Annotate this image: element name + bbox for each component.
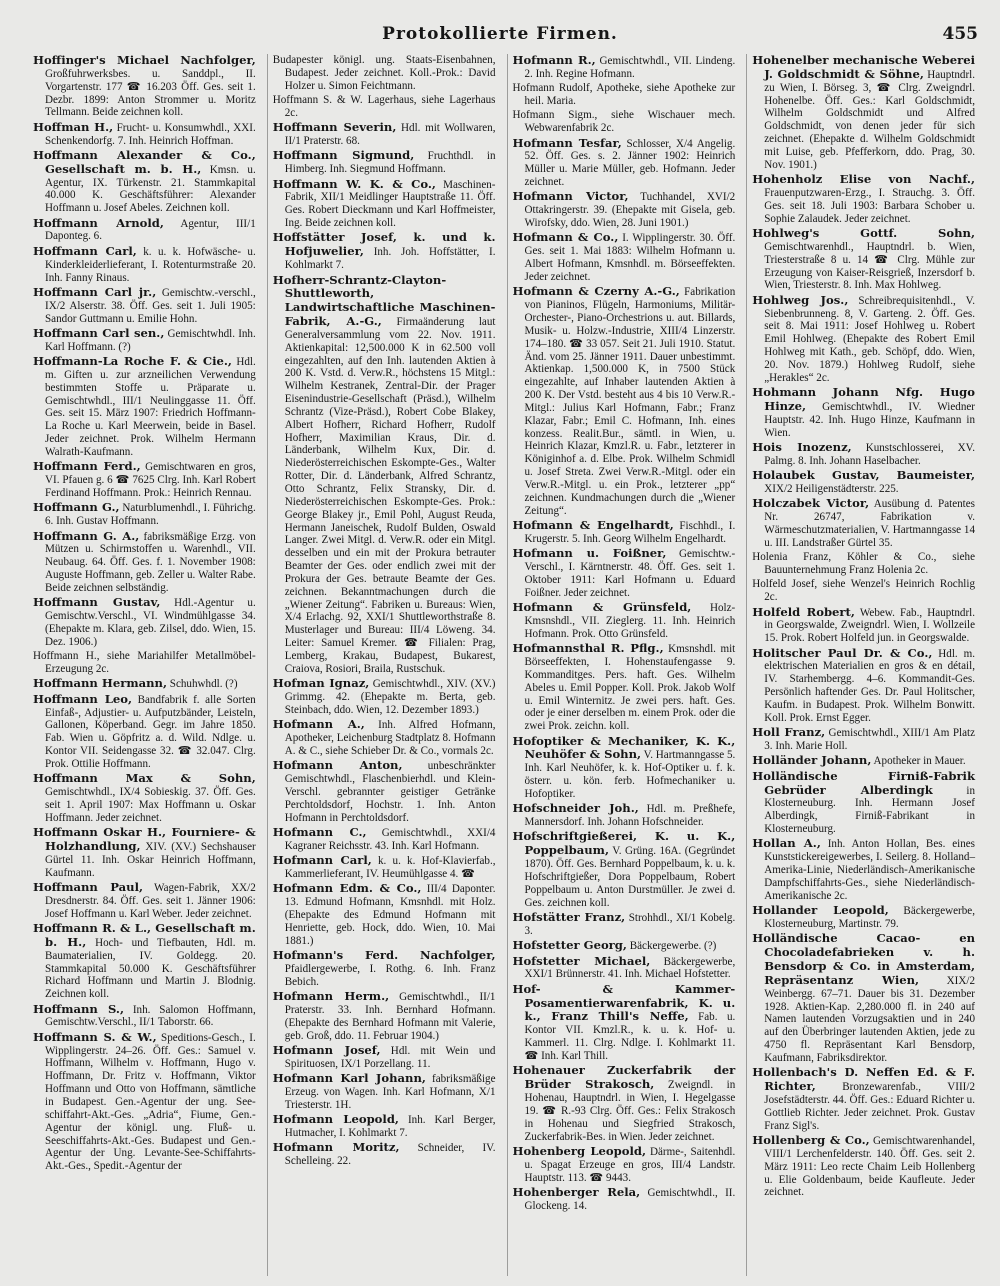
directory-entry: [513, 519, 736, 546]
directory-entry: [752, 469, 975, 496]
entry-text: Gemischtwhdl., II. Glockeng. 14.: [524, 1186, 736, 1212]
entry-text: Holenia Franz, Köhler & Co., siehe Bauunternehmung Franz Holenia 2c.: [752, 551, 975, 577]
entry-text: Pfaidlergewerbe, I. Rothg. 6. Inh. Franz Bebich.: [284, 962, 496, 988]
column-3: [507, 54, 739, 1276]
directory-entry: [273, 1072, 496, 1112]
page-header: [0, 24, 1000, 52]
entry-text: Hofmann Rudolf, Apotheke, siehe Apotheke zur heil. Maria.: [512, 82, 736, 108]
firm-name: Hohlweg Jos.,: [752, 292, 849, 307]
firm-name: Holl Franz,: [752, 725, 826, 740]
firm-name: Hohenberg Leopold,: [512, 1143, 646, 1158]
directory-entry: [513, 911, 736, 938]
directory-entry: [752, 578, 975, 604]
entry-text: V. Hartmanngasse 5. Inh. Karl Neuhöfer, k. k. Hof-Optiker u. f. k. österr. u. kön. ferb. Hofmechaniker u. Hofoptiker.: [524, 749, 736, 800]
entry-text: Gemischtwhdl., II/1 Praterstr. 33. Inh. Bernhard Hofmann. (Ehepakte des Bernhard Hofmann mit Valerie, geb. Groß, ddo. 11. Februar 1904.): [284, 991, 496, 1042]
firm-name: Holländer Johann,: [752, 753, 872, 768]
directory-entry: [273, 854, 496, 881]
directory-entry: [33, 149, 256, 215]
entry-text: Fruchthdl. in Himberg. Inh. Siegmund Hoffmann.: [284, 150, 496, 176]
entry-text: XIX/2 Heiligenstädterstr. 225.: [764, 483, 899, 495]
firm-name: Hoffmann Gustav,: [33, 595, 161, 610]
directory-entry: [752, 770, 975, 836]
entry-text: Gemischtwaren en gros, VI. Pfauen g. 6 ☎ 7625 Clrg. Inh. Karl Robert Ferdinand Hoffmann. Prok.: Heinrich Rennau.: [45, 461, 256, 499]
firm-name: Hoffmann G. A.,: [33, 528, 140, 543]
firm-name: Hofmann Tesfar,: [512, 135, 622, 150]
firm-name: Hollan A.,: [752, 836, 821, 851]
firm-name: Hofstetter Michael,: [512, 953, 651, 968]
firm-name: Hoffmann Carl,: [33, 243, 137, 258]
entry-text: Schuhwhdl. (?): [167, 678, 238, 691]
firm-name: Hofschneider Joh.,: [512, 801, 639, 816]
directory-entry: [33, 922, 256, 1001]
firm-name: Hofmann & Engelhardt,: [512, 518, 674, 533]
directory-entry: [273, 94, 496, 120]
entry-text: Hoffmann S. & W. Lagerhaus, siehe Lagerhaus 2c.: [272, 94, 496, 119]
firm-name: Hohenelber mechanische Weberei J. Goldschmidt & Söhne,: [752, 54, 975, 81]
firm-name: Hoffmann S. & W.,: [33, 1029, 157, 1044]
firm-name: Hofmann Leopold,: [272, 1112, 399, 1127]
directory-entry: [33, 121, 256, 148]
entry-text: Bäckergewerbe, Klosterneuburg, Martinstr. 79.: [764, 905, 975, 930]
entry-text: Gemischtwhdl., XXI/4 Kagraner Reichsstr. 43. Inh. Karl Hofmann.: [284, 826, 496, 852]
entry-text: Ausübung d. Patentes Nr. 26747, Fabrikation v. Wärmeschutzmaterialien, V. Hartmanngasse 14 u. III. Landstraßer Gürtel 35.: [764, 498, 975, 549]
directory-entry: [273, 990, 496, 1042]
entry-text: Bäckergewerbe, XXI/1 Brünnerstr. 41. Inh. Michael Hofstetter.: [524, 955, 736, 981]
directory-entry: [273, 1044, 496, 1071]
directory-entry: [513, 830, 736, 909]
directory-entry: [273, 274, 496, 676]
directory-entry: [33, 501, 256, 528]
firm-name: Hofherr-Schrantz-Clayton-Shuttleworth, Landwirtschaftliche Maschinen-Fabrik, A.-G.,: [272, 272, 496, 329]
entry-text: Inh. Anton Hollan, Bes. eines Kunststickereigewerbes, I. Seilerg. 8. Holland–Amerika-Linie, Niederländisch-Amerikanische Dampfschiffahrts-Ges., siehe Niederländisch-Amerikanische 2c.: [764, 838, 975, 902]
firm-name: Hofmann u. Foißner,: [512, 546, 667, 561]
entry-text: Hoffmann H., siehe Mariahilfer Metallmöbel-Erzeugung 2c.: [33, 650, 256, 675]
directory-entry: [273, 949, 496, 989]
directory-entry: [752, 441, 975, 468]
entry-text: Naturblumenhdl., I. Führichg. 6. Inh. Gustav Hoffmann.: [45, 502, 256, 528]
directory-entry: [513, 1145, 736, 1185]
directory-entry: [273, 1113, 496, 1140]
firm-name: Hofmann Victor,: [512, 189, 629, 204]
directory-entry: [273, 826, 496, 853]
directory-entry: [33, 355, 256, 459]
firm-name: Hohenberger Rela,: [512, 1184, 641, 1199]
page-number: 455: [942, 24, 978, 44]
directory-entry: [752, 1134, 975, 1199]
directory-entry: [752, 173, 975, 225]
firm-name: Hohenauer Zuckerfabrik der Brüder Strakosch,: [512, 1063, 736, 1092]
directory-entry: [752, 497, 975, 549]
directory-entry: [33, 677, 256, 691]
directory-entry: [752, 726, 975, 753]
firm-name: Hof- & Kammer-Posamentierwarenfabrik, K. u. k., Franz Thill's Neffe,: [512, 981, 736, 1024]
firm-name: Hofstetter Georg,: [512, 938, 627, 953]
entry-text: k. u. k. Hofwäsche- u. Kinderkleiderlieferant, I. Rotenturmstraße 20. Inh. Fanny Rinaus.: [45, 245, 256, 284]
firm-name: Hoffmann Leo,: [33, 691, 132, 706]
directory-entry: [513, 190, 736, 230]
directory-entry: [752, 227, 975, 292]
entry-text: Frucht- u. Konsumwhdl., XXI. Schenkendorfg. 7. Inh. Heinrich Hoffman.: [45, 121, 256, 147]
entry-text: III/4 Dapontег. 13. Edmund Hofmann, Kmsnhdl. mit Holz. (Ehepakte des Edmund Hofmann mit Henriette, geb. Hock, ddo. Wien, 10. Mai 1881.): [284, 883, 496, 947]
entry-text: Inh. Alfred Hofmann, Apotheker, Leichenburg Stadtplatz 8. Hofmann A. & C., siehe Schieber Dr. & Co., vormals 2c.: [284, 719, 496, 757]
firm-name: Hohlweg's Gottf. Sohn,: [752, 225, 975, 240]
firm-name: Hofmann Herm.,: [272, 989, 390, 1004]
directory-entry: [33, 881, 256, 921]
directory-entry: [273, 54, 496, 93]
firm-name: Hoffmann W. K. & Co.,: [272, 176, 436, 191]
entry-text: Tuchhandel, XVI/2 Ottakringerstr. 39. (Ehepakte mit Gisela, geb. Wirofsky, ddo. Wien, 28. Juni 1901.): [524, 191, 736, 230]
entry-text: Holz-Kmsnshdl., VII. Zieglerg. 11. Inh. Heinrich Hofmann. Prok. Otto Grünsfeld.: [524, 602, 736, 640]
directory-entry: [752, 754, 975, 768]
entry-text: in Klosterneuburg. Inh. Hermann Josef Alberdingk, Firniß-Fabrikant in Klosterneuburg.: [764, 784, 975, 836]
entry-text: Gemischtw.-verschl., IX/2 Alserstr. 38. Öff. Ges. seit 1. Juli 1905: Sandor Guttmann u. Emilie Hohn.: [45, 286, 256, 325]
directory-entry: [752, 386, 975, 439]
firm-name: Hoffmann Alexander & Co., Gesellschaft m. b. H.,: [33, 147, 256, 176]
firm-name: Hofmann Carl,: [272, 853, 372, 868]
entry-text: Inh. Karl Berger, Hutmacher, I. Kohlmarkt 7.: [284, 1114, 496, 1139]
entry-text: Gemischtwarenhdl., Hauptndrl. b. Wien, Triesterstraße 8 u. 14 ☎ Clrg. Mühle zur Erzeugung von Kaiser-Reisgrieß, Inzersdorf b. Wien, Triesterstr. 8. Inh. Max Hohlweg.: [764, 240, 975, 292]
entry-text: Kmsn. u. Agentur, IX. Türkenstr. 21. Stammkapital 40.000 K. Geschäftsführer: Alexander Hoffmann u. Josef Abeles. Zeichnen koll.: [45, 163, 256, 215]
directory-entry: [513, 82, 736, 108]
directory-entry: [273, 718, 496, 758]
firm-name: Hoffmann R. & L., Gesellschaft m. b. H.,: [33, 921, 256, 949]
firm-name: Hoffmann Max & Sohn,: [33, 771, 256, 786]
directory-entry: [513, 983, 736, 1063]
directory-entry: [513, 285, 736, 517]
directory-entry: [273, 121, 496, 148]
directory-entry: [33, 245, 256, 285]
directory-entry: [33, 327, 256, 354]
directory-entry: [752, 647, 975, 725]
entry-text: Kunstschlosserei, XV. Palmg. 8. Inh. Johann Haselbacher.: [764, 441, 976, 467]
entry-text: Schlosser, X/4 Angelig. 52. Öff. Ges. s. 2. Jänner 1902: Heinrich Müller u. Marie Müller, geb. Hofmann. Jeder zeichnet.: [524, 137, 736, 189]
directory-entry: [273, 759, 496, 824]
entry-text: Hdl. m. Giften u. zur arzneilichen Verwendung bestimmten Stoffe u. Präparate u. Gemischtwhdl., III/1 Neulinggasse 11. Öff. Ges. seit 15. März 1907: Friedrich Hoffmann-La Roche u. Karl Meerwein, beide in Basel. Jeder zeichnet. Prok. Wilhelm Hermann Walrath-Kaufmann.: [45, 356, 256, 458]
firm-name: Holländische Cacao- en Chocoladefabrieken v. h. Bensdorp & Co. in Amsterdam, Repräsentanz Wien,: [752, 931, 975, 987]
entry-text: Holfeld Josef, siehe Wenzel's Heinrich Rochlig 2c.: [752, 578, 975, 604]
entry-text: Hdl. m. elektrischen Materialien en gros & en détail, IV. Starhembergg. 4–6. Kommandit-Ges. Persönlich haftender Ges. Dr. Paul Holitscher, Kaufm. in Budapest. Prok. Wilhelm Bonwitt. Koll. Prok. Ernst Egger.: [764, 647, 975, 724]
firm-name: Hofstätter Franz,: [512, 910, 626, 924]
directory-entry: [513, 939, 736, 953]
firm-name: Hoffmann Oskar H., Fourniere- & Holzhandlung,: [33, 825, 256, 853]
firm-name: Hofmann Josef,: [272, 1042, 381, 1057]
directory-entry: [273, 882, 496, 947]
directory-entry: [33, 650, 256, 676]
directory-entry: [752, 606, 975, 646]
directory-entry: [33, 286, 256, 326]
firm-name: Hofmann's Ferd. Nachfolger,: [272, 948, 496, 963]
entry-text: fabriksmäßige Erzg. von Mützen u. Schirmstoffen u. Warenhdl., VII. Neubaug. 64. Öff. Ges. f. 1. November 1908: Auguste Hoffmann, geb. Zeller u. Walter Rabe. Beide zeichnen selbständig.: [45, 530, 256, 594]
entry-text: Hoch- und Tiefbauten, Hdl. m. Baumaterialien, IV. Goldegg. 20. Stammkapital 50.000 K. Geschäftsführer Richard Hoffmann und Martin J. Blodnig. Zeichnen koll.: [45, 936, 256, 1001]
entry-text: Hdl.-Agentur u. Gemischtw.Verschl., VI. Windmühlgasse 34. (Ehepakte m. Klara, geb. Zilsel, ddo. Wien, 15. Dez. 1906.): [45, 597, 256, 648]
entry-text: Gemischtw.-Verschl., I. Kärntnerstr. 48. Öff. Ges. seit 1. Oktober 1911: Karl Hofmann u. Eduard Foißner. Jeder zeichnet.: [524, 548, 736, 599]
column-1: [28, 54, 259, 1276]
entry-text: Großfuhrwerksbes. u. Sanddpl., II. Vorgartenstr. 177 ☎ 16.203 Öff. Ges. seit 1. Dezbr. 1899: Anton Strommer u. Moritz Tellmann. Beide zeichnen koll.: [45, 67, 256, 119]
firm-name: Hoffmann Hermann,: [33, 676, 167, 691]
entry-text: Kmsnshdl. mit Börseeffekten, I. Hohenstaufengasse 9. Kommanditges. Pers. haft. Ges. Wilhelm Abeles u. Emil Popper. Koll. Prok. Jakob Wolf u. Emil Winternitz. Je zwei pers. haft. Ges. oder je einer derselben m. einem Prok. oder die zwei Prok. zeichn. koll.: [524, 643, 736, 733]
directory-entry: [513, 231, 736, 283]
entry-text: I. Wipplingerstr. 30. Öff. Ges. seit 1. Mai 1883: Wilhelm Hofmann u. Albert Hofmann, Kmsnhdl. m. Börseeffekten. Jeder zeichnet.: [524, 232, 736, 283]
firm-name: Hollenberg & Co.,: [752, 1133, 870, 1147]
firm-name: Hollander Leopold,: [752, 903, 889, 918]
directory-entry: [513, 802, 736, 829]
entry-text: Bäckergewerbe. (?): [626, 940, 717, 953]
directory-entry: [513, 642, 736, 733]
entry-text: Hdl. m. Preßhefe, Mannersdorf. Inh. Johann Hofschneider.: [524, 803, 736, 829]
firm-name: Hofmann Moritz,: [272, 1140, 400, 1155]
firm-name: Hofman Ignaz,: [272, 676, 370, 691]
firm-name: Hohenholz Elise von Nachf.,: [752, 172, 975, 187]
directory-entry: [752, 294, 975, 385]
firm-name: Hofmann Anton,: [272, 758, 403, 773]
firm-name: Hollenbach's D. Neffen Ed. & F. Richter,: [752, 1065, 975, 1094]
directory-entry: [33, 826, 256, 879]
entry-text: Gemischtwhdl. Inh. Karl Hoffmann. (?): [45, 327, 256, 353]
directory-entry: [513, 54, 736, 81]
directory-entry: [752, 54, 975, 172]
firm-name: Hoffmann S.,: [33, 1001, 124, 1016]
column-4: [746, 54, 978, 1276]
entry-text: Firmaänderung laut Generalversammlung vom 22. Nov. 1911. Aktienkapital: 12,500.000 K in 62.500 voll eingezahlten, auf den Inh. lautenden Aktien à 200 K. Vstd. d. Verw.R., höchstens 15 Mitgl.: Wilhelm Kestranek, Zentral-Dir. der Prager Eisenindustrie-Gesellschaft (Präsd.), Wilhelm Schrantz (Vize-Präsd.), Robert Cobe Blakey, Albert Hofherr, Richard Hofherr, Rudolf Hofherr, Maximilian Kraus, Dir. d. Länderbank, Wilhelm Kux, Dir. d. Niederösterreichischen Eskompte-Ges., Walter Rotter, Dir. d. Länderbank, Alfred Schrantz, Otto Schrantz, Felix Stransky, Dir. d. Niederösterreichischen Eskompte-Ges. Prok.: George Blakey jr., Emil Pohl, August Reuda, Hermann Janeischek, Rudolf Bulden, Oswald Langer. Zwei Mitgl. d. Verw.R. oder ein Mitgl. desselben und ein mit der Prokura betrauter Beamter der Ges. oder endlich zwei mit der Prokura der Ges. betraute Beamte der Ges. zeichnen. Bekanntmachungen durch die „Wiener Zeitung“. Fabriken u. Bureaus: Wien, X/4 Erlachg. 92, XXI/1 Shuttleworthstraße 8. Musterlager und Bureau: III/4 Löweng. 34. Leiter: Samuel Kremer. ☎ Filialen: Prag, Lemberg, Krakau, Budapest, Bukarest, Craiova, Rosiori, Braila, Rustschuk.: [284, 316, 496, 675]
firm-name: Hofmann R.,: [512, 54, 596, 67]
entry-text: Fabrikation von Pianinos, Flügeln, Harmoniums, Militär-Orchester-, Piano-Orchestrions u. aut. Billards, Musik- u. Holzw.-Industrie, XIII/4 Linzerstr. 174–180. ☎ 33 057. Seit 21. Juli 1910. Statut. Änd. vom 25. Jänner 1911. Dauer unbestimmt. Aktienkap. 1,500.000 K, in 7500 Stück eingezahlte, auf Inhaber lautenden Aktien à 200 K. Der Vstd. besteht aus 4 bis 10 Verw.R.-Mitgl.: Julius Karl Hofmann, Fabr.; Franz Klazar, Fabr.; Emil C. Hofmann, Inh. eines konzess. Realit.Bur., sämtl. in Wien, u. Heinrich Klazar, Kmzl.R. u. Fabr., letzterer in Königinhof a. d. Elbe. Prok. Wilhelm Schmidl u. Josef Streta. Zwei Verw.R.-Mitgl. oder ein Verw.R.-Mitgl. u. ein Prok., letzterer „pp“ zeichnen. Kundmachungen durch die „Wiener Zeitung“.: [524, 286, 736, 517]
entry-text: Schreibrequisitenhdl., V. Siebenbrunneng. 8, V. Garteng. 2. Öff. Ges. seit 8. Mai 1911: Josef Hohlweg u. Robert Emil Hohlweg. (Ehepakte des Robert Emil Hohlweg mit Kath., geb. Schöpf, ddo. Wien, 20. Nov. 1879.) Hohlweg Rudolf, siehe „Herakles“ 2c.: [764, 294, 975, 384]
entry-text: Inh. Salomon Hoffmann, Gemischtw.Verschl., II/1 Taborstr. 66.: [45, 1003, 256, 1029]
directory-entry: [752, 932, 975, 1064]
firm-name: Hoffmann Severin,: [272, 120, 397, 135]
firm-name: Hofmann A.,: [272, 717, 365, 732]
firm-name: Hoffmann Arnold,: [33, 215, 164, 230]
entry-text: Apotheker in Mauer.: [871, 755, 966, 768]
firm-name: Hoffmann-La Roche F. & Cie.,: [33, 354, 232, 369]
entry-text: Gemischtwhdl., XIV. (XV.) Grimmg. 42. (Ehepakte m. Berta, geb. Steinbach, ddo. Wien, 12. Dezember 1893.): [284, 678, 496, 716]
entry-text: Hofmann Sigm., siehe Wischauer mech. Webwarenfabrik 2c.: [512, 109, 736, 135]
firm-name: Hoffmann Ferd.,: [33, 459, 141, 474]
entry-text: Schneider, IV. Schelleing. 22.: [284, 1142, 496, 1168]
directory-entry: [33, 530, 256, 595]
firm-name: Holitscher Paul Dr. & Co.,: [752, 645, 933, 660]
directory-entry: [752, 837, 975, 902]
entry-text: Webew. Fab., Hauptndrl. in Georgswalde, Zweigndrl. Wien, I. Wollzeile 15. Prok. Robert Holfeld jun. in Georgswalde.: [764, 606, 976, 645]
directory-entry: [33, 217, 256, 244]
entry-text: Frauenputzwaren-Erzg., I. Strauchg. 3. Öff. Ges. seit 18. Juli 1903: Barbara Schober u. Sophie Zalaudek. Jeder zeichnet.: [764, 186, 975, 225]
firm-name: Holfeld Robert,: [752, 604, 855, 619]
entry-text: Bronzewarenfab., VIII/2 Josefstädterstr. 44. Öff. Ges.: Eduard Richter u. Gottlieb Richter. Jeder zeichnet. Prok. Gustav Franz Sigl's.: [764, 1081, 975, 1132]
firm-name: Hoffmann Sigmund,: [272, 148, 415, 163]
firm-name: Hofmann Karl Johann,: [272, 1071, 426, 1086]
entry-text: Gemischtwarenhandel, VIII/1 Lerchenfelderstr. 140. Öff. Ges. seit 2. März 1911: Leo recte Chaim Leib Hollenberg u. Elie Goldenbaum, beide Kaufleute. Jeder zeichnet.: [764, 1135, 975, 1199]
directory-entry: [33, 54, 256, 119]
text-columns: [28, 54, 978, 1276]
directory-entry: [752, 1066, 975, 1132]
firm-name: Hoffstätter Josef, k. und k. Hofjuwelier,: [272, 230, 496, 259]
entry-text: unbeschränkter Gemischtwhdl., Flaschenbierhdl. und Klein-Verschl. gebrannter geistiger Getränke Perchtoldsdorf, Hochstr. 1. Inh. Anton Hofmann in Perchtoldsdorf.: [284, 760, 496, 824]
directory-entry: [273, 149, 496, 176]
firm-name: Hofmann & Co.,: [512, 230, 619, 245]
firm-name: Hofmann & Czerny A.-G.,: [512, 284, 680, 299]
directory-entry: [513, 1064, 736, 1143]
entry-text: XIV. (XV.) Sechshauser Gürtel 11. Inh. Oskar Heinrich Hoffmann, Kaufmann.: [45, 840, 256, 879]
directory-entry: [752, 904, 975, 931]
directory-entry: [33, 460, 256, 500]
firm-name: Hofoptiker & Mechaniker, K. K., Neuhöfer & Sohn,: [512, 733, 736, 762]
directory-entry: [513, 735, 736, 801]
entry-text: Speditions-Gesch., I. Wipplingerstr. 24–26. Öff. Ges.: Samuel v. Hoffmann, Wilhelm v. Hoffmann, Hugo v. Hoffmann, Dr. Fritz v. Hoffmann, Viktor Hoffmann und Otto von Hoffmann, sämtliche in Budapest. Gen.-Agentur der ung. See-schiffahrt-Akt.-Ges. „Adria“, Fiume, Gen.-Agentur der königl. ung. Fluß- u. Seeschiffahrts-Akt.-Ges. Budapest und Gen.-Agentur der Ung. Levante-See-Schiffahrts-Akt.-Ges., Spedit.-Agentur der: [45, 1031, 256, 1173]
firm-name: Holaubek Gustav, Baumeister,: [752, 468, 975, 483]
directory-entry: [513, 109, 736, 135]
firm-name: Hofmann & Grünsfeld,: [512, 600, 692, 615]
directory-entry: [513, 1186, 736, 1213]
firm-name: Hoffmann G.,: [33, 500, 120, 515]
directory-entry: [273, 1141, 496, 1168]
firm-name: Hofmann C.,: [272, 824, 367, 839]
directory-entry: [513, 137, 736, 189]
directory-entry: [752, 551, 975, 577]
directory-entry: [33, 1003, 256, 1030]
entry-text: Hdl. mit Wollwaren, II/1 Praterstr. 68.: [284, 122, 496, 148]
entry-text: V. Grüng. 16A. (Gegründet 1870). Öff. Ges. Bernhard Poppelbaum, k. u. k. Hofschriftgießer, Dora Poppelbaum, Robert Poppelbaum u. Anton Durstmüller. Je zwei d. Ges. zeichnen koll.: [524, 845, 736, 909]
firm-name: Hoffmann Carl jr.,: [33, 284, 157, 299]
directory-entry: [33, 596, 256, 648]
firm-name: Hofschriftgießerei, K. u. K., Poppelbaum,: [512, 829, 736, 858]
entry-text: Inh. Joh. Hoffstätter, I. Kohlmarkt 7.: [284, 246, 496, 272]
directory-entry: [33, 1031, 256, 1173]
directory-entry: [513, 955, 736, 982]
entry-text: Gemischtwhdl., XIII/1 Am Platz 3. Inh. Marie Holl.: [764, 727, 976, 753]
firm-name: Hoffman H.,: [33, 119, 114, 134]
firm-name: Hoffmann Carl sen.,: [33, 325, 165, 340]
firm-name: Holczabek Victor,: [752, 496, 870, 511]
firm-name: Hoffinger's Michael Nachfolger,: [33, 54, 256, 67]
directory-entry: [273, 231, 496, 272]
entry-text: Därme-, Saitenhdl. u. Spagat Erzeuge en gros, III/4 Landstr. Hauptstr. 113. ☎ 9443.: [524, 1145, 736, 1184]
entry-text: Gemischtwhdl., IX/4 Sobieskig. 37. Öff. Ges. seit 1. April 1907: Max Hoffmann u. Oskar Hoffmann. Jeder zeichnet.: [45, 786, 256, 824]
directory-entry: [273, 677, 496, 717]
column-2: [267, 54, 499, 1276]
directory-entry: [33, 772, 256, 824]
entry-text: Budapester königl. ung. Staats-Eisenbahnen, Budapest. Jeder zeichnet. Koll.-Prok.: David Holzer u. Simon Feichtmann.: [272, 54, 496, 92]
entry-text: Zweigndl. in Hohenau, Hauptndrl. in Wien, I. Hegelgasse 19. ☎ R.-93 Clrg. Öff. Ges.: Felix Strakosch in Hohenau und Siegfried Strakosch, Zuckerfabrik-Bes. in Wien. Jeder zeichnet.: [524, 1079, 736, 1143]
entry-text: Gemischtwhdl., VII. Lindeng. 2. Inh. Regine Hofmann.: [524, 55, 736, 80]
entry-text: Wagen-Fabrik, XX/2 Dresdnerstr. 84. Öff. Ges. seit 1. Jänner 1906: Josef Hoffmann u. Karl Weber. Jeder zeichnet.: [45, 881, 256, 920]
firm-name: Hois Inozenz,: [752, 439, 852, 454]
entry-text: Hauptndrl. zu Wien, I. Börseg. 3, ☎ Clrg. Zweigndrl. Hohenelbe. Öff. Ges.: Karl Goldschmidt, Wilhelm Goldschmidt und Alfred Goldschmidt, von denen jeder für sich zeichnet. (Ehepakte d. Wilhelm Goldschmidt mit Luise, geb. Pfefferkorn, ddo. Prag, 30. Nov. 1901.): [764, 68, 976, 171]
directory-entry: [513, 601, 736, 641]
entry-text: Fab. u. Kontor VII. Kmzl.R., k. u. k. Hof- u. Kammerl. 11. Clrg. Ndlge. I. Kohlmarkt 11. ☎ Inh. Karl Thill.: [524, 1011, 736, 1062]
entry-text: Fischhdl., I. Krugerstr. 5. Inh. Georg Wilhelm Engelhardt.: [524, 520, 736, 545]
entry-text: Bandfabrik f. alle Sorten Einfaß-, Adjustier- u. Aufputzbänder, Leisteln, Gallonen, Köperband. Gegr. im Jahre 1850. Fab. Wien u. Göpfritz a. d. Wild. Ndlge. u. Kontor VII. Seidengasse 32. ☎ 32.047. Clrg. Prok. Ottilie Hoffmann.: [45, 693, 256, 770]
entry-text: Maschinen-Fabrik, XII/1 Meidlinger Hauptstraße 11. Öff. Ges. Robert Dieckmann und Karl Hoffmeister, Ing. Beide zeichnen koll.: [284, 178, 496, 230]
entry-text: k. u. k. Hof-Klavierfab., Kammerlieferant, IV. Heumühlgasse 4. ☎: [284, 855, 496, 880]
entry-text: Agentur, III/1 Daponteg. 6.: [45, 217, 256, 243]
entry-text: Strohhdl., XI/1 Kobelg. 3.: [524, 912, 736, 937]
entry-text: XIX/2 Weinbergg. 67–71. Dauer bis 31. Dezember 1928. Aktien-Kap. 2,280.000 fl. in 240 auf Namen lautenden Vorzugsaktien und in 240 auf den Überbringer lautenden Aktien, jede zu 4750 fl. Repräsentant Karl Bensdorp, Kaufmann, Fabriksdirektor.: [764, 974, 975, 1064]
firm-name: Hofmann Edm. & Co.,: [272, 881, 422, 896]
directory-entry: [33, 693, 256, 771]
entry-text: Hdl. mit Wein und Spirituosen, IX/1 Porzellang. 11.: [284, 1044, 496, 1070]
entry-text: fabriksmäßige Erzeug. von Wagen. Inh. Karl Hofmann, X/1 Triesterstr. 1H.: [284, 1073, 496, 1111]
firm-name: Hofmannsthal R. Pflg.,: [512, 641, 664, 656]
firm-name: Hoffmann Paul,: [33, 879, 144, 894]
firm-name: Hohmann Johann Nfg. Hugo Hinze,: [752, 385, 975, 413]
directory-entry: [513, 547, 736, 599]
directory-entry: [273, 178, 496, 230]
running-head: Protokollierte Firmen.: [382, 24, 618, 44]
entry-text: Gemischtwhdl., IV. Wiedner Hauptstr. 42. Inh. Hugo Hinze, Kaufmann in Wien.: [764, 400, 975, 439]
firm-name: Holländische Firniß-Fabrik Gebrüder Alberdingk: [752, 768, 975, 797]
